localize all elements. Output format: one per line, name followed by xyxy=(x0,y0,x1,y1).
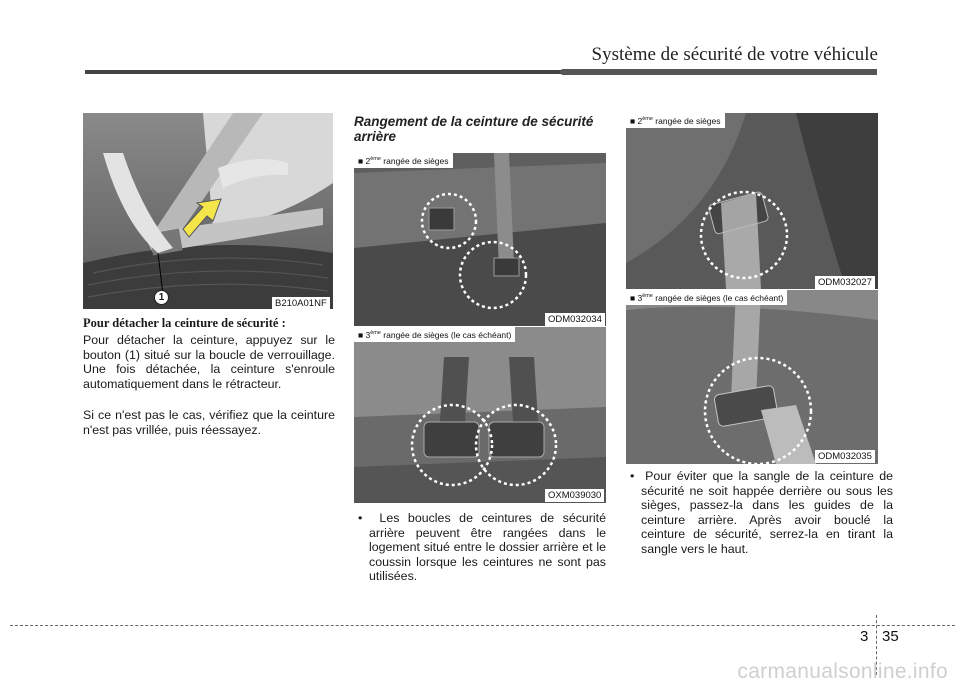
footer-rule xyxy=(10,625,955,626)
row-label-2nd: ■ 2ème rangée de sièges xyxy=(626,113,725,128)
photo-2nd-row-buckle-storage xyxy=(354,153,606,326)
figure-code: B210A01NF xyxy=(272,297,330,310)
header-rule-accent xyxy=(560,69,877,75)
page-number: 35 xyxy=(882,628,899,645)
left-paragraph-2: Si ce n'est pas le cas, vérifiez que la ceinture n'est pas vrillée, puis réessayez. xyxy=(83,408,335,437)
section-heading: Rangement de la ceinture de sécurité arrière xyxy=(354,114,594,144)
row-label-3rd: ■ 3ème rangée de sièges (le cas échéant) xyxy=(626,290,787,305)
callout-circle: 1 xyxy=(154,290,169,305)
chapter-number: 3 xyxy=(860,628,869,645)
page-header-title: Système de sécurité de votre véhicule xyxy=(591,44,878,65)
figure-code: ODM032035 xyxy=(815,450,875,463)
row-label-3rd: ■ 3ème rangée de sièges (le cas échéant) xyxy=(354,327,515,342)
left-paragraph-1: Pour détacher la ceinture, appuyez sur le bouton (1) situé sur la boucle de verrouillage. Une fois détachée, la ceinture s'enroule automatiquement dans le rétracteur. xyxy=(83,333,335,391)
figure-code: ODM032034 xyxy=(545,313,605,326)
photo-2nd-row-belt-guide xyxy=(626,113,878,289)
illustration-unbuckle-seatbelt xyxy=(83,113,333,309)
figure-code: ODM032027 xyxy=(815,276,875,289)
photo-3rd-row-buckle-storage xyxy=(354,327,606,503)
figure-code: OXM039030 xyxy=(545,489,604,502)
row-label-2nd: ■ 2ème rangée de sièges xyxy=(354,153,453,168)
middle-bullet: • Les boucles de ceintures de sécurité arrière peuvent être rangées dans le logement situé entre le dossier arrière et le coussin lorsque les ceintures ne sont pas utilisées. xyxy=(358,511,607,584)
watermark: carmanualsonline.info xyxy=(737,660,948,683)
photo-3rd-row-belt-guide xyxy=(626,290,878,464)
right-bullet: • Pour éviter que la sangle de la ceinture de sécurité ne soit happée derrière ou sous les sièges, passez-la dans les guides de la ceinture arrière. Après avoir bouclé la ceinture de sécurité, serrez-la en tirant la sangle vers le haut. xyxy=(630,469,893,556)
left-heading: Pour détacher la ceinture de sécurité : xyxy=(83,316,286,330)
